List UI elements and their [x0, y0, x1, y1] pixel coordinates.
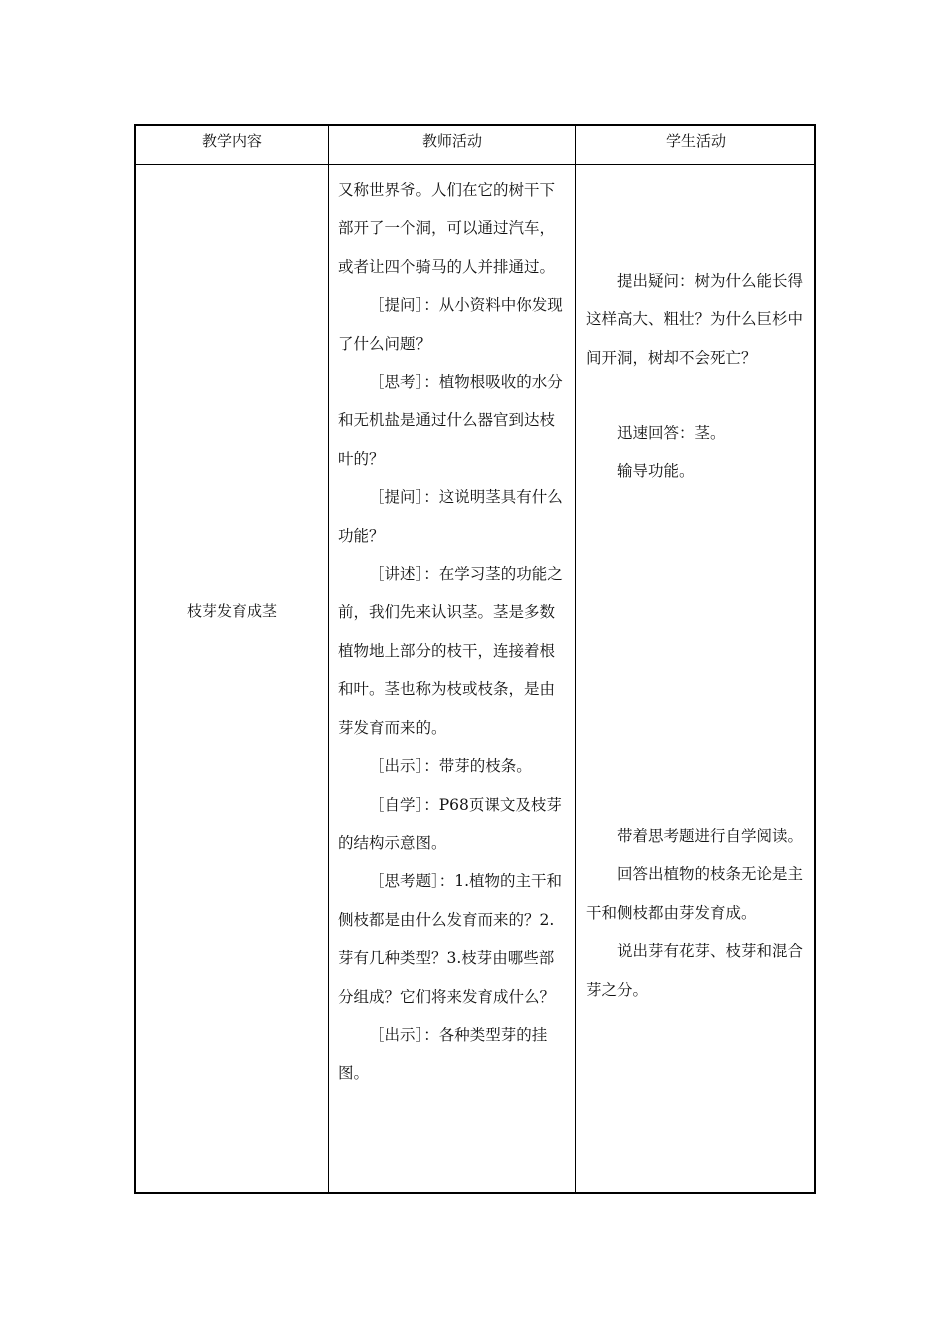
student-group-2 — [586, 414, 810, 491]
lesson-table — [134, 124, 816, 1194]
student-paragraph-answer: 迅速回答：茎。 — [617, 424, 726, 442]
teacher-paragraph-3: ［思考］：植物根吸收的水分和无机盐是通过什么器官到达枝叶的？ — [338, 373, 563, 468]
teacher-activity-cell — [338, 171, 568, 1093]
header-teacher-activity: 教师活动 — [421, 132, 482, 150]
student-group-3 — [586, 817, 810, 1009]
student-paragraph-function: 输导功能。 — [617, 462, 695, 481]
teacher-paragraph-7: ［自学］：P68页课文及枝芽的结构示意图。 — [338, 795, 562, 852]
teacher-paragraph-2: ［提问］：从小资料中你发现了什么问题？ — [338, 296, 563, 353]
student-paragraph-self-study: 带着思考题进行自学阅读。 — [617, 827, 804, 845]
column-divider-1 — [328, 126, 329, 1192]
teacher-paragraph-1: 又称世界爷。人们在它的树干下部开了一个洞，可以通过汽车，或者让四个骑马的人并排通过。 — [338, 181, 556, 276]
teacher-paragraph-6: ［出示］：带芽的枝条。 — [369, 757, 532, 776]
header-divider — [136, 164, 814, 165]
student-group-1 — [586, 262, 810, 377]
student-paragraph-bud-types: 说出芽有花芽、枝芽和混合芽之分。 — [586, 942, 804, 999]
header-student-activity: 学生活动 — [665, 132, 726, 150]
teacher-paragraph-5: ［讲述］：在学习茎的功能之前，我们先来认识茎。茎是多数植物地上部分的枝干，连接着根和叶。茎也称为枝或枝条，是由芽发育而来的。 — [338, 565, 563, 737]
student-paragraph-branches: 回答出植物的枝条无论是主干和侧枝都由芽发育成。 — [586, 865, 804, 922]
teacher-paragraph-9: ［出示］：各种类型芽的挂图。 — [338, 1025, 548, 1083]
teaching-content-cell: 枝芽发育成茎 — [186, 602, 277, 620]
header-teaching-content: 教学内容 — [201, 132, 262, 150]
column-divider-2 — [575, 126, 576, 1192]
teacher-paragraph-4: ［提问］：这说明茎具有什么功能？ — [338, 488, 563, 545]
teacher-paragraph-8: ［思考题］：1.植物的主干和侧枝都是由什么发育而来的？2.芽有几种类型？3.枝芽由哪些部分组成？它们将来发育成什么？ — [338, 872, 563, 1006]
student-paragraph-question: 提出疑问：树为什么能长得这样高大、粗壮？为什么巨杉中间开洞，树却不会死亡？ — [586, 272, 804, 367]
